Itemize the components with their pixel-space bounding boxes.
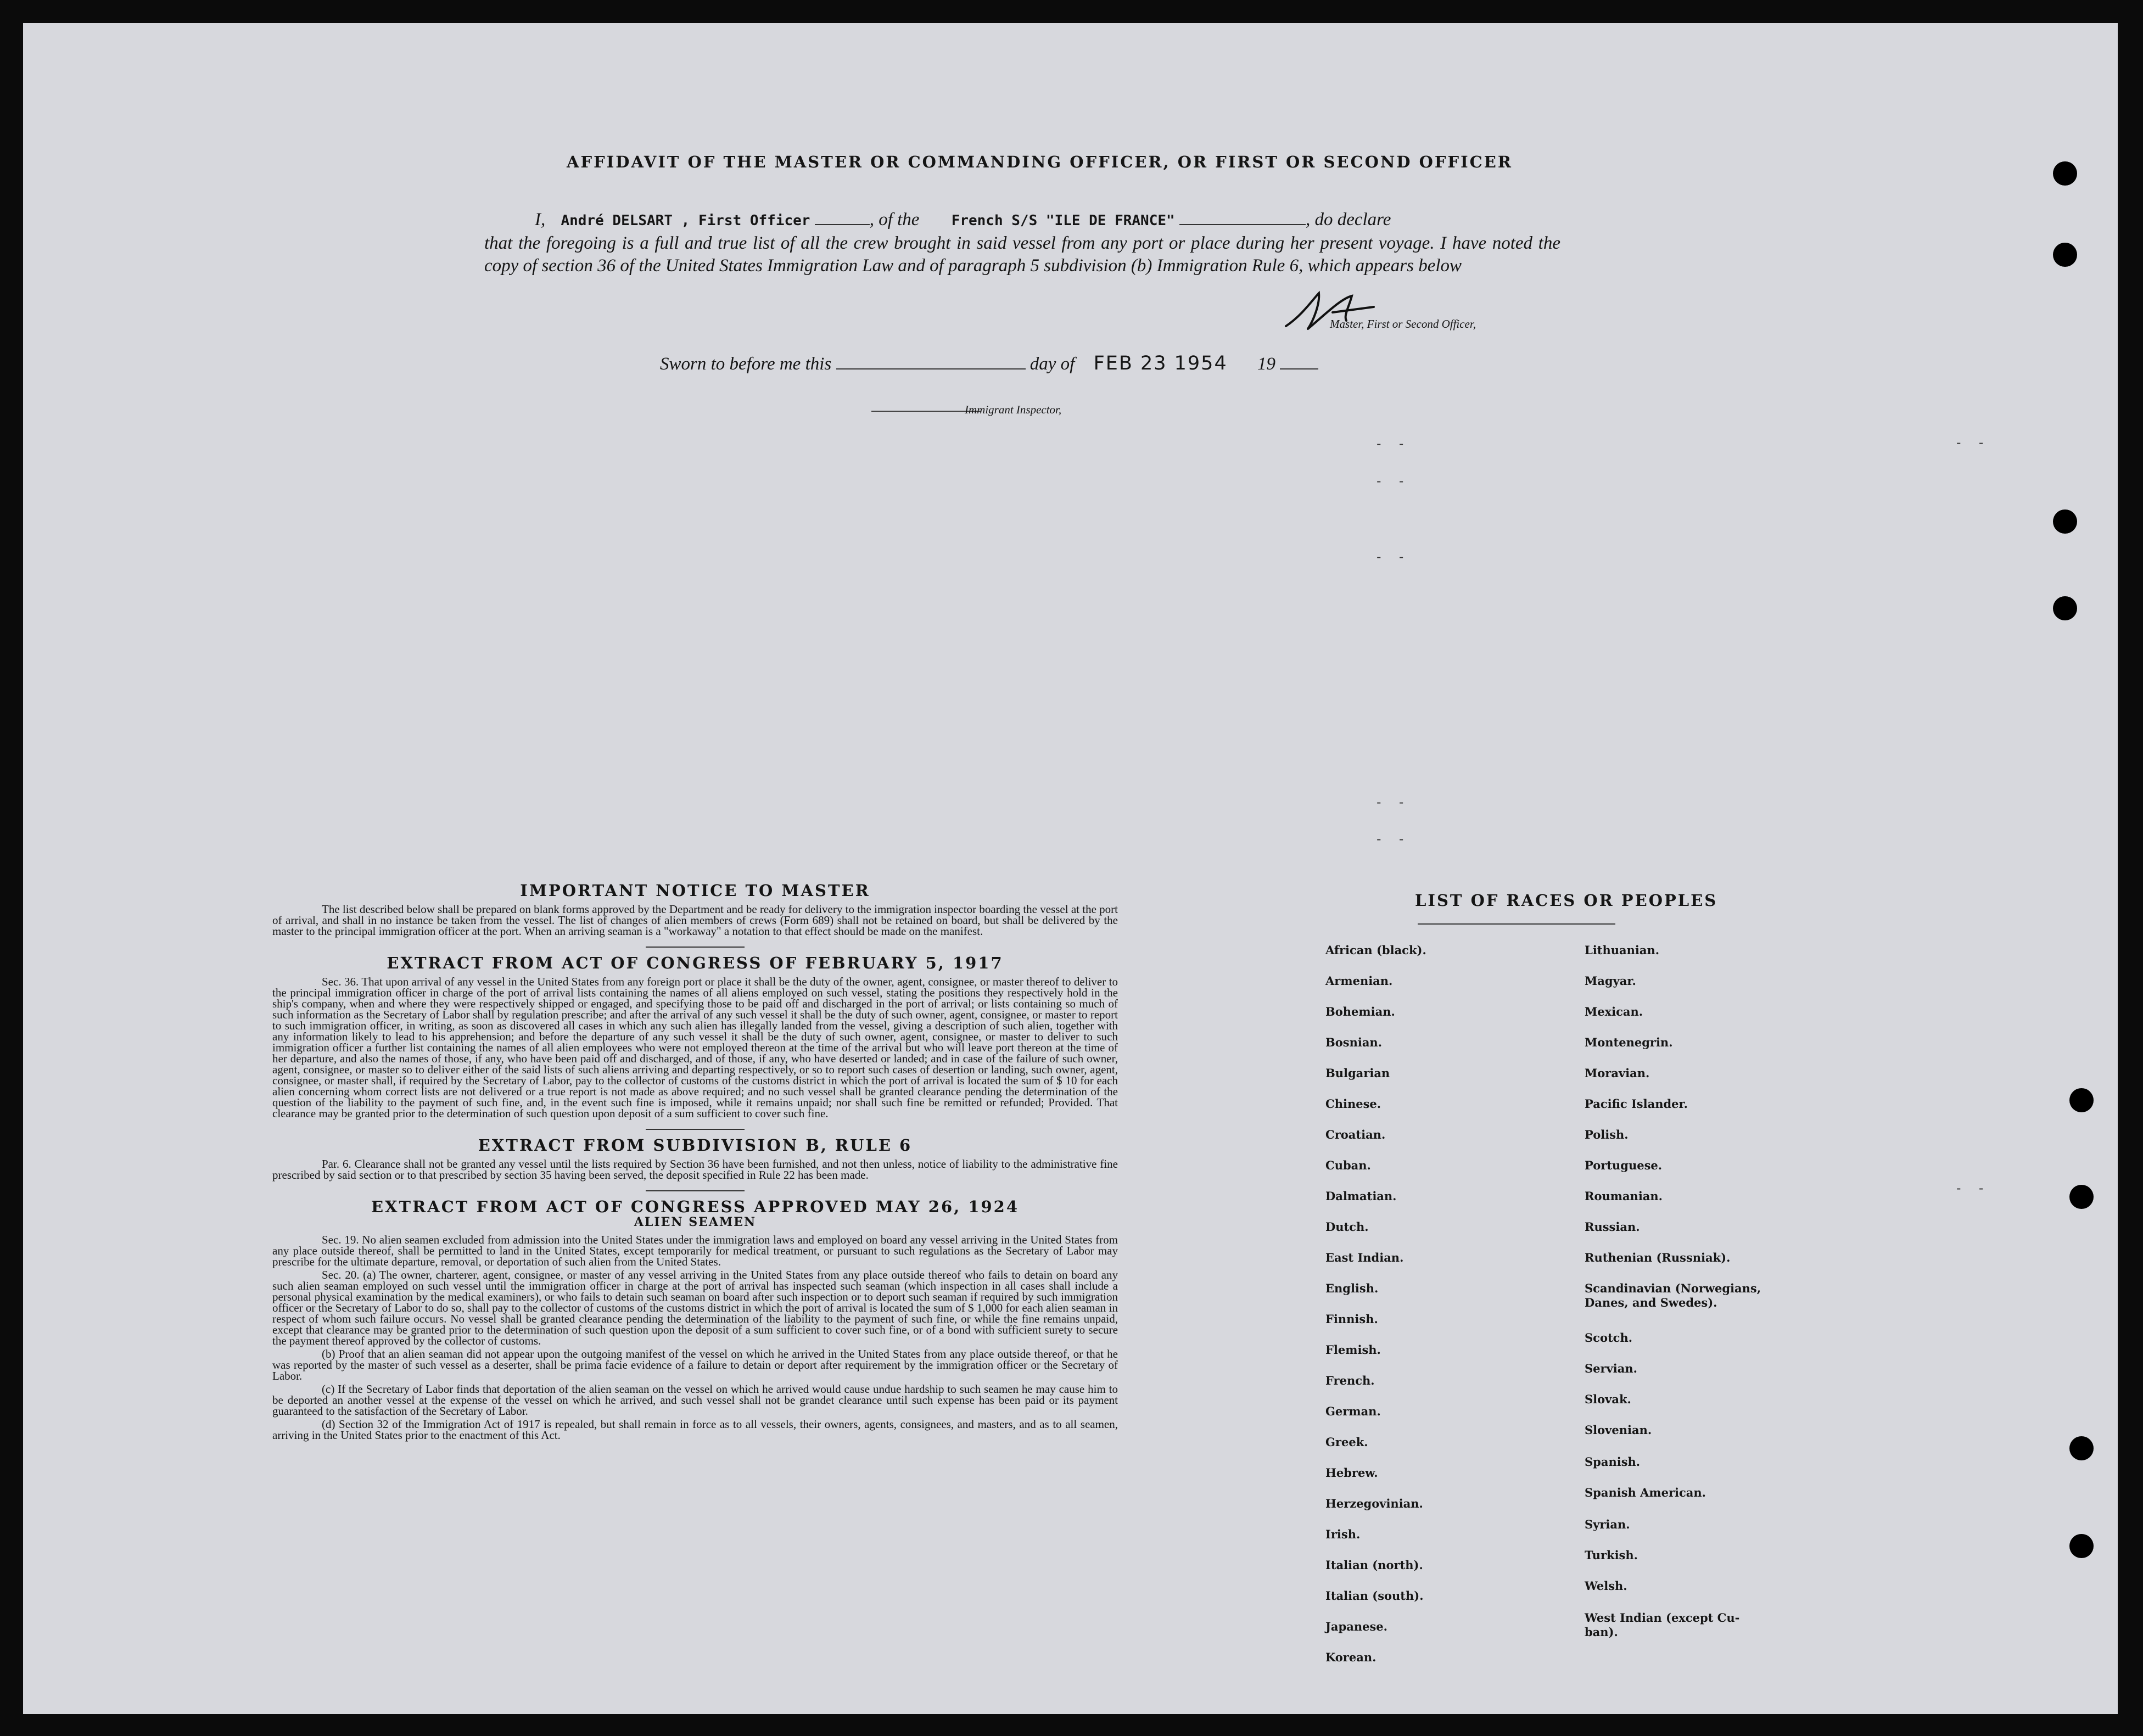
punch-hole (2053, 509, 2077, 534)
sworn-date-stamp: FEB 23 1954 (1093, 352, 1228, 374)
vessel-blank (1179, 224, 1306, 225)
extract-1924-paragraph: Sec. 20. (a) The owner, charterer, agent, consignee, or master of any vessel arriving in the United States from any place outside thereof who fails to detain on board any such alien seaman employed on such vessel until the immigration officer in charge at the port of arrival has inspected such seaman (which inspection in all cases shall include a personal physical examination by the medical examiners), or who fails to detain such seaman on board after such inspection or to deport such seaman if required by such immigration officer or the Secretary of Labor to do so, shall pay to the collector of customs of the customs district in which the port of arrival is located the sum of $ 1,000 for each alien seaman in respect of whom such failure occurs. No vessel shall be granted clearance pending the determination of the liability to the payment of such fine, or while the fine remains unpaid, except that clearance may be granted prior to the determination of such question upon the deposit of a sum sufficient to cover such fine, or of a bond with sufficient surety to secure the payment thereof approved by the collector of customs. (272, 1268, 1118, 1347)
punch-hole (2069, 1185, 2094, 1209)
race-item: Spanish. (1585, 1455, 1641, 1469)
divider (646, 1190, 745, 1191)
officer-name: André DELSART , First Officer (561, 212, 810, 229)
extract-1924-paragraph: (c) If the Secretary of Labor finds that deportation of the alien seaman on the vessel on which he arrived would cause undue hardship to such seamen he may cause him to be deported an another vessel at the expense of the vessel on which he arrived, and such vessel shall not be grandet clearance until such expense has been paid or its payment guaranteed to the satisfaction of the Secretary of Labor. (272, 1382, 1118, 1418)
table-mark: - - (1375, 831, 1409, 847)
race-item: Bosnian. (1325, 1035, 1383, 1049)
table-mark: - - (1375, 436, 1409, 451)
race-item: West Indian (except Cu- ban). (1585, 1611, 1740, 1639)
punch-hole (2053, 596, 2077, 620)
notice-text: The list described below shall be prepared on blank forms approved by the Department and be ready for delivery to the immigration inspector boarding the vessel at the port of arrival, and shall in no instance be taken from the vessel. The list of changes of alien members of crews (Form 689) shall not be retained on board, but shall be delivered by the master to the principal immigration officer at the port. When an arriving seaman is a "workaway" a notation to that effect should be made on the manifest. (272, 903, 1118, 938)
table-mark: - - (1375, 473, 1409, 489)
race-item: Polish. (1585, 1128, 1629, 1141)
vessel-name: French S/S "ILE DE FRANCE" (951, 212, 1175, 229)
race-item: Bohemian. (1325, 1005, 1395, 1018)
race-item: Dalmatian. (1325, 1189, 1397, 1203)
extract-rule6-title: EXTRACT FROM SUBDIVISION B, RULE 6 (478, 1136, 913, 1155)
race-item: Slovenian. (1585, 1423, 1652, 1437)
race-item: Dutch. (1325, 1220, 1369, 1234)
race-item: Servian. (1585, 1362, 1637, 1375)
punch-hole (2069, 1534, 2094, 1558)
race-item: French. (1325, 1374, 1375, 1387)
table-mark: - - (1955, 435, 1989, 450)
punch-hole (2069, 1436, 2094, 1460)
race-item: English. (1325, 1281, 1379, 1295)
notice-column (272, 881, 1118, 1443)
day-of-label: day of (1029, 354, 1075, 374)
races-title: LIST OF RACES OR PEOPLES (1415, 891, 1718, 910)
race-item: Spanish American. (1585, 1486, 1706, 1499)
race-item: Portuguese. (1585, 1158, 1663, 1172)
races-divider (1418, 923, 1615, 925)
table-mark: - - (1375, 794, 1409, 810)
table-mark: - - (1375, 549, 1409, 564)
race-item: Syrian. (1585, 1517, 1630, 1531)
extract-1924-paragraph: Sec. 19. No alien seamen excluded from admission into the United States under the immigration laws and employed on board any vessel arriving in the United States from any place outside thereof, shall be permitted to land in the United States, except temporarily for medical treatment, or pursuant to such regulations as the Secretary of Labor may prescribe for the ultimate departure, removal, or deportation of such alien from the United States. (272, 1233, 1118, 1268)
punch-hole (2069, 1088, 2094, 1112)
declaration-suffix: , do declare (1305, 210, 1391, 229)
race-item: Mexican. (1585, 1005, 1643, 1018)
punch-hole (2053, 243, 2077, 267)
race-item: Cuban. (1325, 1158, 1371, 1172)
extract-rule6-text: Par. 6. Clearance shall not be granted any vessel until the lists required by Section 36 have been furnished, and not then unless, notice of liability to the administrative fine prescribed by said section or to that prescribed by section 35 having been served, the deposit specified in Rule 22 has been made. (272, 1157, 1118, 1181)
year-blank (1280, 368, 1318, 369)
day-blank (836, 368, 1026, 369)
race-item: Armenian. (1325, 974, 1393, 988)
race-item: African (black). (1325, 943, 1426, 957)
race-item: Hebrew. (1325, 1466, 1378, 1480)
race-item: Lithuanian. (1585, 943, 1660, 957)
divider (646, 947, 745, 948)
race-item: Magyar. (1585, 974, 1636, 988)
sworn-prefix: Sworn to before me this (660, 354, 832, 374)
declaration-text: that the foregoing is a full and true list of all the crew brought in said vessel from any port or place during her present voyage. I have noted the copy of section 36 of the United States Immigration Law and of paragraph 5 subdivision (b) Immigration Rule 6, which appears below (484, 233, 1560, 276)
extract-1924-paragraph: (b) Proof that an alien seaman did not appear upon the outgoing manifest of the vessel on which he arrived in the United States from any place outside thereof, or that he was reported by the master of such vessel as a deserter, shall be prima facie evidence of a failure to detain or deport after requirement by the immigration officer or the Secretary of Labor. (272, 1347, 1118, 1382)
race-item: Korean. (1325, 1650, 1377, 1664)
affidavit-declaration (484, 209, 1560, 277)
race-item: Japanese. (1325, 1620, 1387, 1633)
extract-1917-text: Sec. 36. That upon arrival of any vessel in the United States from any foreign port or place it shall be the duty of the owner, agent, consignee, or master thereof to deliver to the principal immigration officer in charge of the port of arrival lists containing the names of all aliens employed on such vessel, stating the positions they respectively hold in the ship's company, when and where they were respectively shipped or engaged, and specifying those to be paid off and discharged in the port of arrival; or lists containing so much of such information as the Secretary of Labor shall by regulation prescribe; and after the arrival of any such vessel it shall be the duty of such owner, agent, consignee, or master to report to such immigration officer, in writing, as soon as discovered all cases in which any such alien has illegally landed from the vessel, giving a description of such alien, together with any information likely to lead to his apprehension; and before the departure of any such vessel it shall be the duty of such owner, agent, consignee, or master to deliver to such immigration officer a further list containing the names of all alien employees who were not employed thereon at the time of the arrival but who will leave port thereon at the time of her departure, and also the names of those, if any, who have been paid off and discharged, and of those, if any, who have deserted or landed; and in case of the failure of such owner, agent, consignee, or master so to deliver either of the said lists of such aliens arriving and departing respectively, or so to report such cases of desertion or landing, such owner, agent, consignee, or master shall, if required by the Secretary of Labor, pay to the collector of customs of the customs district in which the port of arrival is located the sum of $ 10 for each alien concerning whom correct lists are not delivered or a true report is not made as above required; and no such vessel shall be granted clearance pending the determination of the question of the liability to the payment of such fine, and, in the event such fine is imposed, while it remains unpaid; nor shall such fine be remitted or refunded; Provided. That clearance may be granted prior to the determination of such question upon deposit of a sum sufficient to cover such fine. (272, 975, 1118, 1120)
alien-seamen-subtitle: ALIEN SEAMEN (634, 1215, 757, 1229)
name-blank (815, 224, 870, 225)
race-item: Scandinavian (Norwegians, Danes, and Swedes). (1585, 1281, 1761, 1309)
race-item: Scotch. (1585, 1331, 1633, 1345)
of-the-label: , of the (869, 210, 920, 229)
race-item: Herzegovinian. (1325, 1497, 1423, 1510)
race-item: Moravian. (1585, 1066, 1650, 1080)
punch-hole (2053, 161, 2077, 186)
declaration-prefix: I, (535, 210, 546, 229)
table-mark: - - (1955, 1180, 1989, 1196)
year-prefix: 19 (1257, 354, 1275, 374)
divider (646, 1129, 745, 1130)
race-item: Ruthenian (Russniak). (1585, 1251, 1731, 1264)
race-item: Roumanian. (1585, 1189, 1663, 1203)
race-item: Turkish. (1585, 1548, 1638, 1562)
race-item: Montenegrin. (1585, 1035, 1673, 1049)
race-item: Welsh. (1585, 1579, 1627, 1593)
race-item: East Indian. (1325, 1251, 1404, 1264)
extract-1924-paragraph: (d) Section 32 of the Immigration Act of 1917 is repealed, but shall remain in force as to all vessels, their owners, agents, consignees, and masters, and as to all seamen, arriving in the United States prior to the enactment of this Act. (272, 1418, 1118, 1442)
race-item: German. (1325, 1404, 1381, 1418)
race-item: Flemish. (1325, 1343, 1381, 1357)
signature-title: Master, First or Second Officer, (1330, 317, 1476, 331)
race-item: Greek. (1325, 1435, 1368, 1449)
race-item: Russian. (1585, 1220, 1640, 1234)
race-item: Bulgarian (1325, 1066, 1390, 1080)
document-page (23, 23, 2118, 1714)
race-item: Pacific Islander. (1585, 1097, 1688, 1111)
affidavit-title: AFFIDAVIT OF THE MASTER OR COMMANDING OFFICER, OR FIRST OR SECOND OFFICER (567, 153, 1513, 171)
race-item: Italian (north). (1325, 1558, 1423, 1572)
extract-1924-title: EXTRACT FROM ACT OF CONGRESS APPROVED MAY 26, 1924 (371, 1197, 1020, 1216)
sworn-line (660, 352, 1318, 374)
race-item: Finnish. (1325, 1312, 1378, 1326)
race-item: Croatian. (1325, 1128, 1386, 1141)
race-item: Italian (south). (1325, 1589, 1424, 1603)
notice-title: IMPORTANT NOTICE TO MASTER (520, 881, 870, 900)
race-item: Chinese. (1325, 1097, 1381, 1111)
extract-1917-title: EXTRACT FROM ACT OF CONGRESS OF FEBRUARY 5, 1917 (387, 954, 1004, 972)
race-item: Slovak. (1585, 1392, 1631, 1406)
inspector-title: Immigrant Inspector, (965, 403, 1062, 416)
race-item: Irish. (1325, 1527, 1361, 1541)
